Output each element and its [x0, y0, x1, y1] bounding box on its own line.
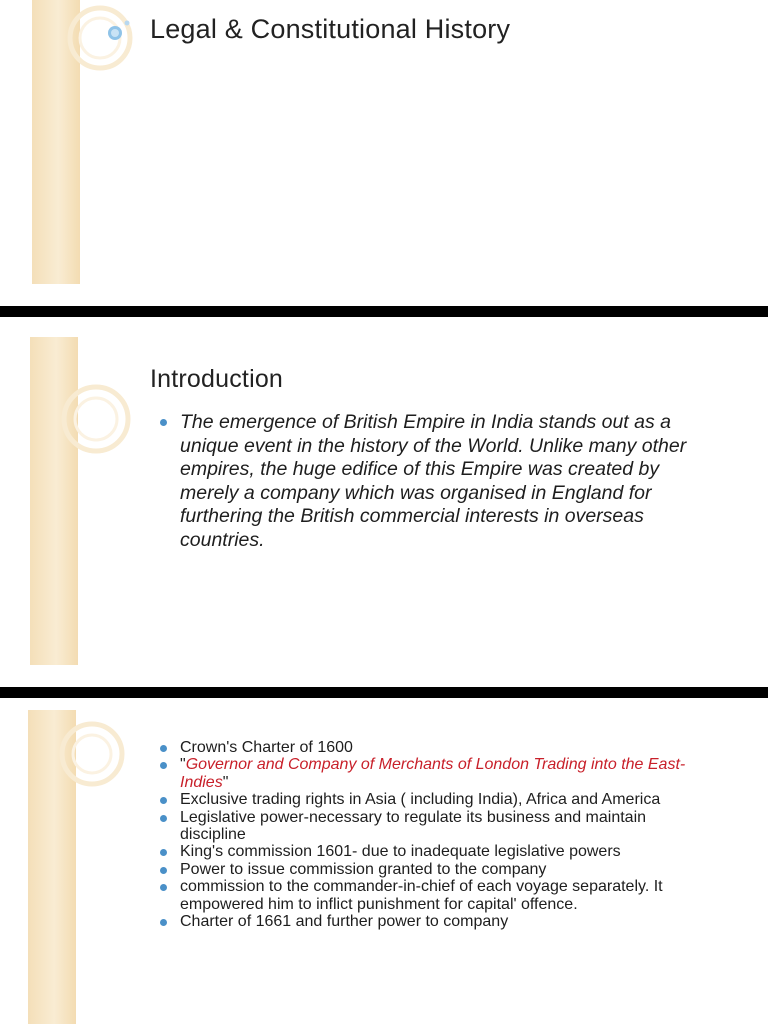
- slide-divider: [0, 306, 768, 317]
- bullet-dot-icon: [160, 919, 167, 926]
- slide-title: Legal & Constitutional History: [150, 14, 511, 44]
- list-item: King's commission 1601- due to inadequate legislative powers: [156, 843, 700, 860]
- slide-1: [0, 0, 768, 306]
- list-item: Crown's Charter of 1600: [156, 739, 700, 756]
- list-item: commission to the commander-in-chief of each voyage separately. It empowered him to inflict punishment for capital' offence.: [156, 878, 700, 913]
- swirl-ornament-icon: [34, 712, 144, 802]
- bubble-ornament-icon: [104, 18, 134, 44]
- list-item: Charter of 1661 and further power to company: [156, 913, 700, 930]
- list-item: The emergence of British Empire in India stands out as a unique event in the history of the World. Unlike many other empires, the huge edifice of this Empire was created by merely a company which was organised in England for furthering the British commercial interests in overseas countries.: [156, 411, 720, 552]
- slide-divider: [0, 687, 768, 698]
- bullet-dot-icon: [160, 762, 167, 769]
- list-item: "Governor and Company of Merchants of London Trading into the East-Indies": [156, 756, 700, 791]
- bullet-list: [156, 739, 700, 930]
- bullet-dot-icon: [160, 419, 167, 426]
- list-item: Exclusive trading rights in Asia ( including India), Africa and America: [156, 791, 700, 808]
- swirl-ornament-icon: [36, 369, 146, 469]
- bullet-dot-icon: [160, 884, 167, 891]
- slide-3: [0, 698, 768, 1024]
- bullet-dot-icon: [160, 867, 167, 874]
- bullet-dot-icon: [160, 849, 167, 856]
- bullet-dot-icon: [160, 745, 167, 752]
- slide-2: [0, 317, 768, 687]
- bullet-list: [156, 411, 720, 552]
- bullet-dot-icon: [160, 815, 167, 822]
- list-item: Legislative power-necessary to regulate its business and maintain discipline: [156, 809, 700, 844]
- bullet-dot-icon: [160, 797, 167, 804]
- slide-title: Introduction: [150, 365, 284, 393]
- list-item: Power to issue commission granted to the company: [156, 861, 700, 878]
